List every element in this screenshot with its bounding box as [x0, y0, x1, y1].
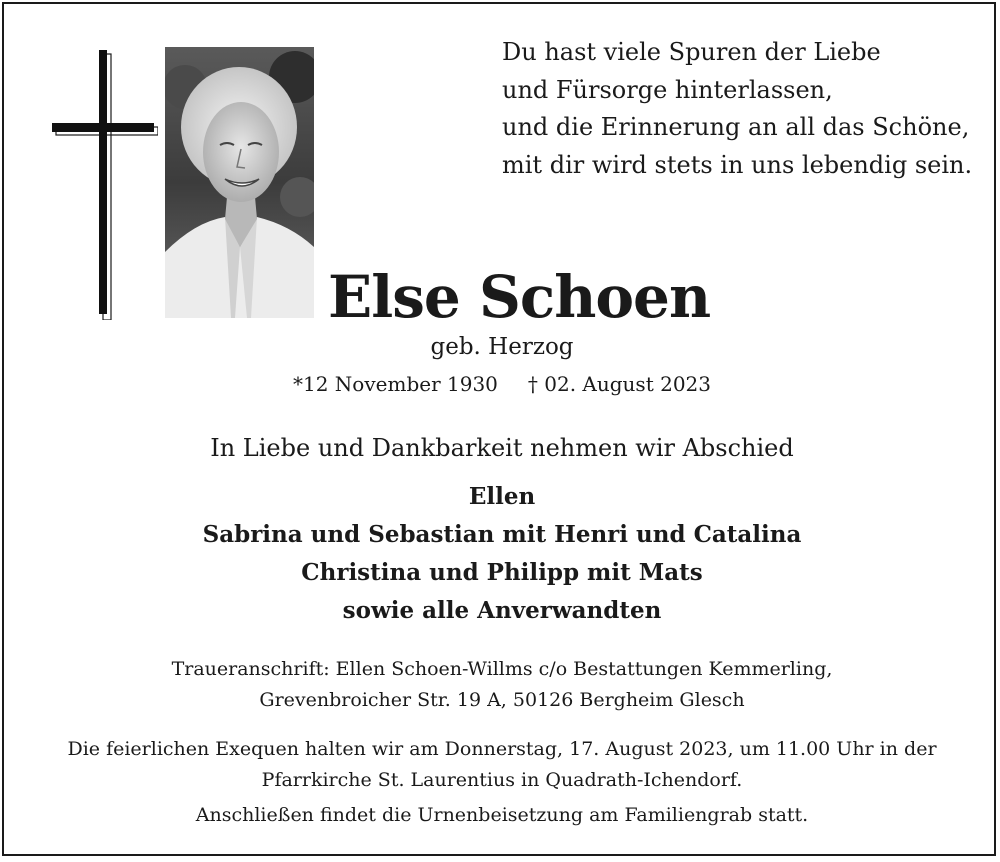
family-member: Sabrina und Sebastian mit Henri und Catalina	[202, 521, 802, 548]
poem-line: und die Erinnerung an all das Schöne,	[502, 113, 970, 141]
birth-name: geb. Herzog	[430, 334, 574, 360]
poem-line: und Fürsorge hinterlassen,	[502, 75, 833, 104]
deceased-name: Else Schoen	[328, 263, 711, 331]
family-list	[4, 478, 1000, 630]
life-dates	[4, 372, 1000, 396]
service-line: Die feierlichen Exequen halten wir am Donnerstag, 17. August 2023, um 11.00 Uhr in der	[67, 738, 937, 760]
obituary-card	[2, 2, 996, 856]
burial-info: Anschließen findet die Urnenbeisetzung am Familiengrab statt.	[195, 804, 809, 826]
family-member: Ellen	[468, 483, 536, 510]
poem-line: Du hast viele Spuren der Liebe	[502, 38, 881, 66]
portrait-photo	[165, 47, 314, 318]
mourning-address	[4, 654, 1000, 716]
family-member: Christina und Philipp mit Mats	[301, 559, 703, 586]
address-line: Grevenbroicher Str. 19 A, 50126 Bergheim Glesch	[259, 689, 745, 711]
farewell-line: In Liebe und Dankbarkeit nehmen wir Abschied	[210, 434, 794, 462]
family-member: sowie alle Anverwandten	[342, 597, 662, 624]
death-date: † 02. August 2023	[527, 372, 711, 396]
service-line: Pfarrkirche St. Laurentius in Quadrath-Ichendorf.	[261, 769, 743, 791]
cross-icon	[48, 48, 158, 320]
address-line: Traueranschrift: Ellen Schoen-Willms c/o Bestattungen Kemmerling,	[171, 658, 833, 680]
memorial-poem	[502, 34, 982, 184]
poem-line: mit dir wird stets in uns lebendig sein.	[502, 150, 973, 179]
service-info	[4, 734, 1000, 796]
birth-date: *12 November 1930	[293, 372, 498, 396]
